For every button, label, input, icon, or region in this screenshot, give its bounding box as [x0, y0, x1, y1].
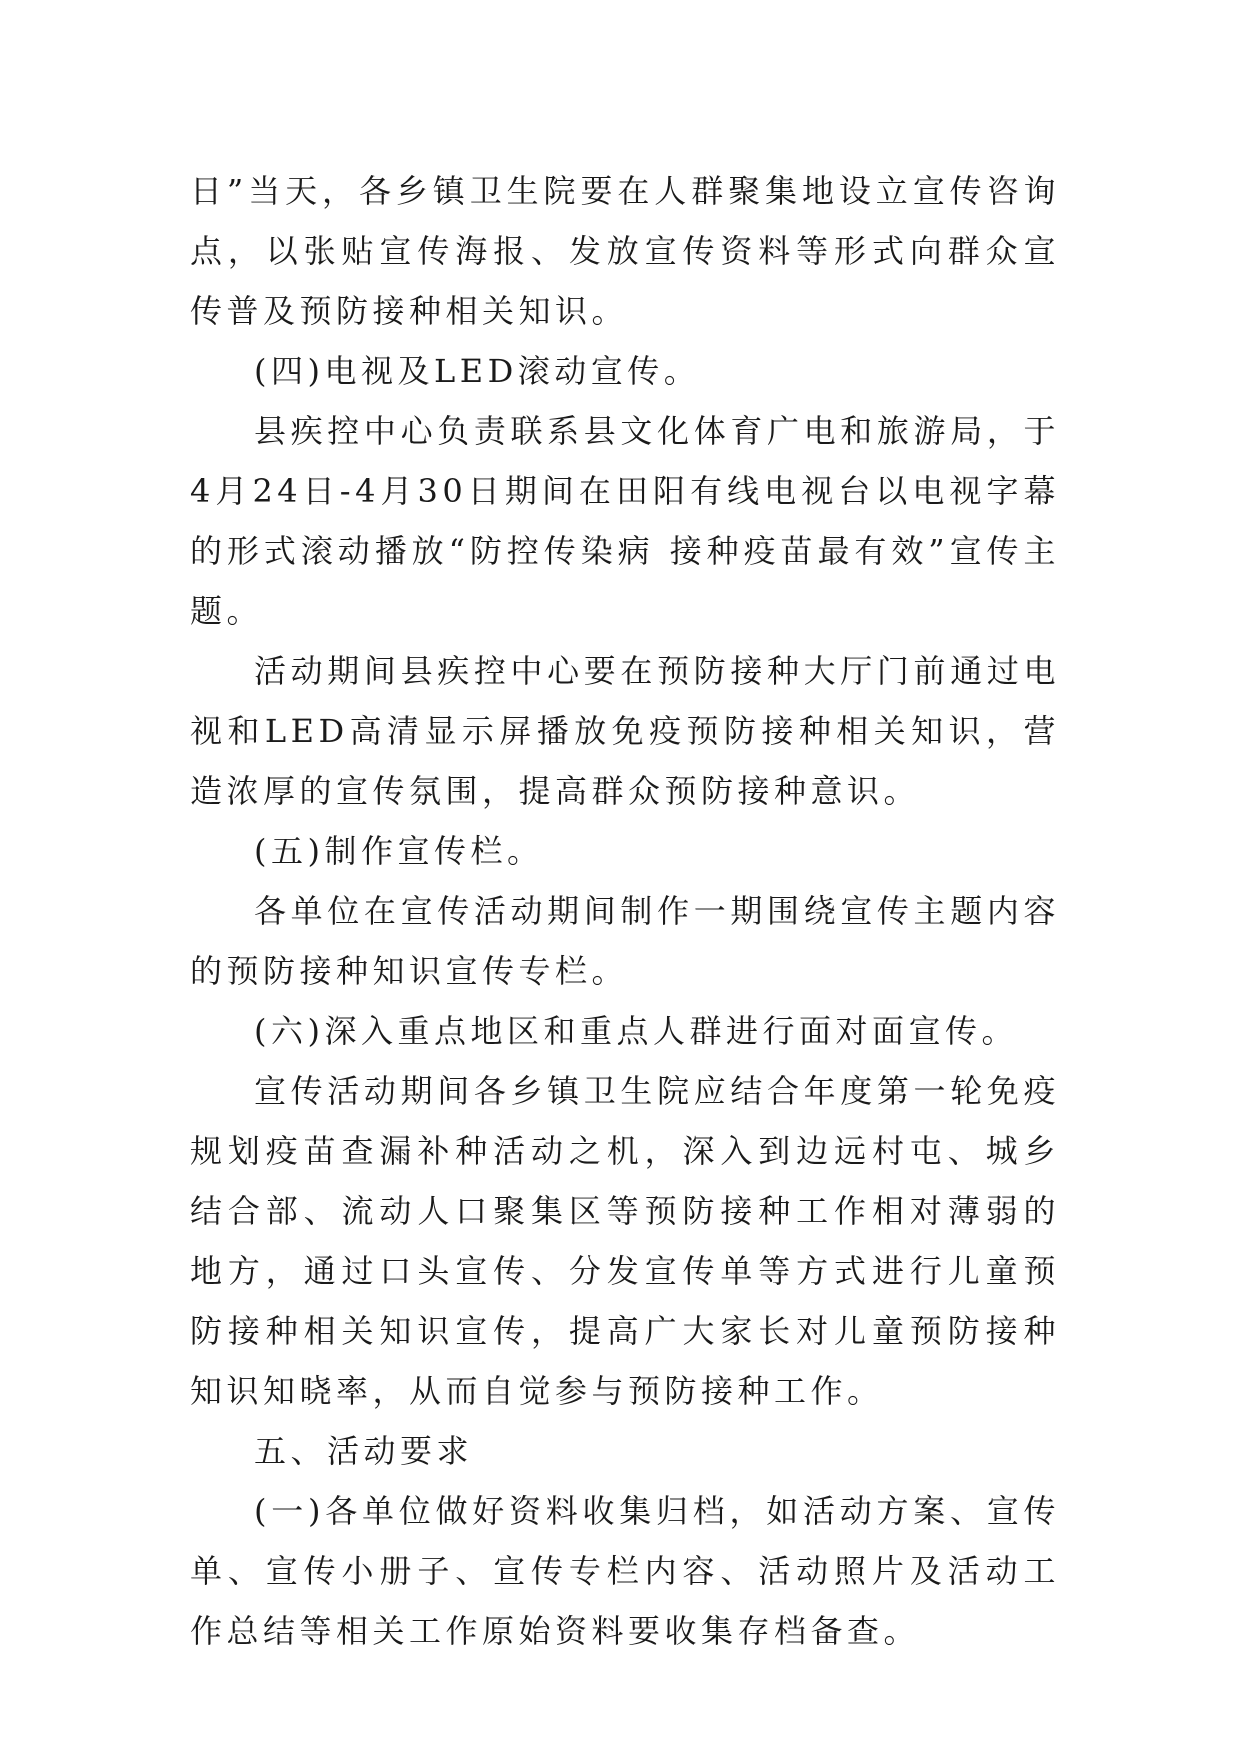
- paragraph-face-to-face: 宣传活动期间各乡镇卫生院应结合年度第一轮免疫规划疫苗查漏补种活动之机，深入到边远村屯、城乡结合部、流动人口聚集区等预防接种工作相对薄弱的地方，通过口头宣传、分发宣传单等方式进行儿童预防接种相关知识宣传，提高广大家长对儿童预防接种知识知晓率，从而自觉参与预防接种工作。: [190, 1072, 1060, 1410]
- paragraph-bulletin-board: 各单位在宣传活动期间制作一期围绕宣传主题内容的预防接种知识宣传专栏。: [190, 892, 1060, 990]
- paragraph-tv-subtitles: 县疾控中心负责联系县文化体育广电和旅游局，于4月24日-4月30日期间在田阳有线电视台以电视字幕的形式滚动播放“防控传染病 接种疫苗最有效”宣传主题。: [190, 412, 1060, 630]
- heading-tv-led-promotion: (四)电视及LED滚动宣传。: [254, 352, 701, 390]
- heading-bulletin-board: (五)制作宣传栏。: [254, 832, 544, 870]
- heading-activity-requirements: 五、活动要求: [254, 1432, 474, 1470]
- document-body: [190, 161, 1060, 1661]
- paragraph-led-display: 活动期间县疾控中心要在预防接种大厅门前通过电视和LED高清显示屏播放免疫预防接种相关知识，营造浓厚的宣传氛围，提高群众预防接种意识。: [190, 652, 1060, 810]
- paragraph-archive-requirement: (一)各单位做好资料收集归档，如活动方案、宣传单、宣传小册子、宣传专栏内容、活动照片及活动工作总结等相关工作原始资料要收集存档备查。: [190, 1492, 1060, 1650]
- paragraph-continuation: 日”当天，各乡镇卫生院要在人群聚集地设立宣传咨询点，以张贴宣传海报、发放宣传资料等形式向群众宣传普及预防接种相关知识。: [190, 172, 1060, 330]
- heading-face-to-face: (六)深入重点地区和重点人群进行面对面宣传。: [254, 1012, 1018, 1050]
